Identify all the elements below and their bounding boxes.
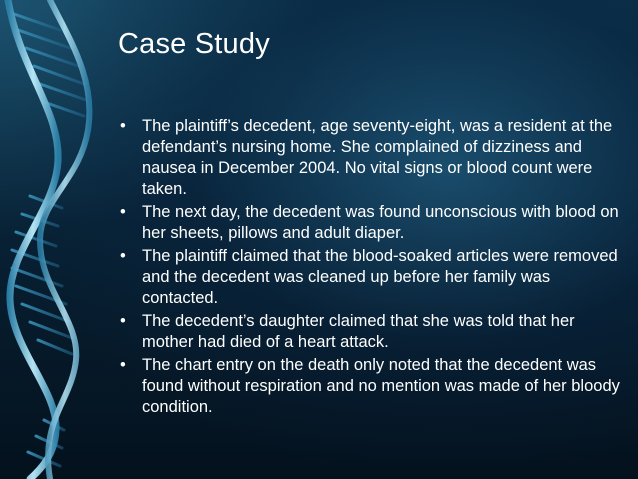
bullet-text: The chart entry on the death only noted that the decedent was found without respiration and no mention was made of her bloody condition. [142,356,620,416]
bullet-item-3 [120,246,620,309]
bullet-text: The decedent’s daughter claimed that she was told that her mother had died of a heart attack. [142,312,575,351]
dna-helix-decoration [0,0,110,479]
bullet-item-1 [120,116,620,200]
bullet-item-4 [120,311,620,353]
bullet-item-5 [120,355,620,418]
bullet-list [120,116,620,420]
bullet-marker: • [120,117,126,135]
bullet-text: The next day, the decedent was found unconscious with blood on her sheets, pillows and adult diaper. [142,203,619,242]
bullet-marker: • [120,356,126,374]
bullet-text: The plaintiff’s decedent, age seventy-eight, was a resident at the defendant’s nursing home. She complained of dizziness and nausea in December 2004. No vital signs or blood count were taken. [142,117,613,198]
bullet-marker: • [120,247,126,265]
bullet-item-2 [120,202,620,244]
bullet-text: The plaintiff claimed that the blood-soaked articles were removed and the decedent was cleaned up before her family was contacted. [142,247,618,307]
slide-title: Case Study [118,28,270,60]
bullet-marker: • [120,312,126,330]
bullet-marker: • [120,203,126,221]
